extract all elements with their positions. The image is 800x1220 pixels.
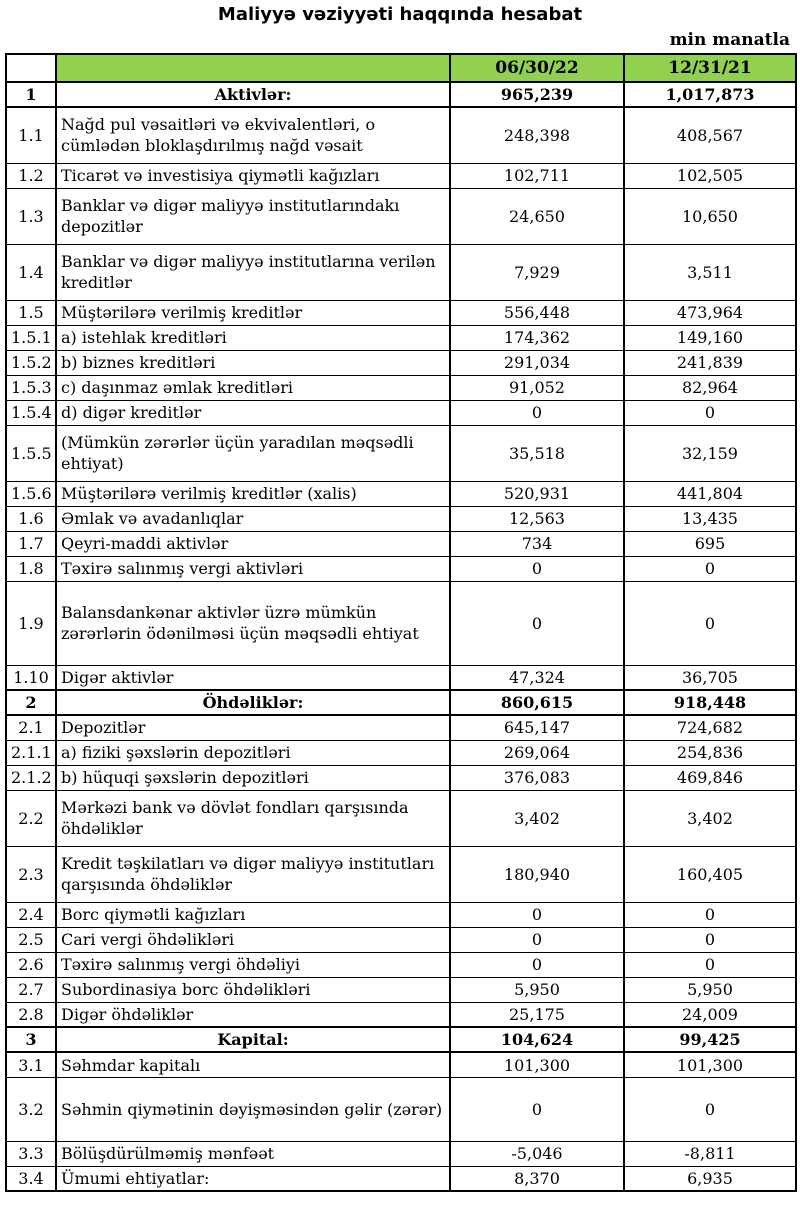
row-label: Səhmdar kapitalı — [56, 1052, 450, 1077]
table-row — [6, 107, 796, 163]
row-number: 3.1 — [6, 1052, 56, 1077]
row-number: 1.7 — [6, 531, 56, 556]
table-row — [6, 1052, 796, 1077]
value-12-31-21: 469,846 — [624, 765, 796, 790]
row-number: 1.5.6 — [6, 481, 56, 506]
section-header-row — [6, 1027, 796, 1052]
row-label: Səhmin qiymətinin dəyişməsindən gəlir (zərər) — [56, 1077, 450, 1141]
table-row — [6, 350, 796, 375]
value-12-31-21: 10,650 — [624, 188, 796, 244]
header-cell-blank — [6, 54, 56, 82]
value-06-30-22: 0 — [450, 400, 624, 425]
row-label: Ticarət və investisiya qiymətli kağızları — [56, 163, 450, 188]
value-06-30-22: 291,034 — [450, 350, 624, 375]
value-12-31-21: 241,839 — [624, 350, 796, 375]
row-number: 1.8 — [6, 556, 56, 581]
row-number: 1.1 — [6, 107, 56, 163]
table-row — [6, 790, 796, 846]
header-cell-date-current: 06/30/22 — [450, 54, 624, 82]
row-number: 1.5.5 — [6, 425, 56, 481]
value-12-31-21: 5,950 — [624, 977, 796, 1002]
value-06-30-22: 47,324 — [450, 665, 624, 690]
value-12-31-21: 1,017,873 — [624, 82, 796, 107]
row-number: 3.3 — [6, 1141, 56, 1166]
row-number: 2.1.2 — [6, 765, 56, 790]
table-row — [6, 163, 796, 188]
table-row — [6, 244, 796, 300]
table-row — [6, 1077, 796, 1141]
value-06-30-22: 91,052 — [450, 375, 624, 400]
value-06-30-22: 24,650 — [450, 188, 624, 244]
row-number: 1.4 — [6, 244, 56, 300]
table-row — [6, 715, 796, 740]
table-row — [6, 375, 796, 400]
table-row — [6, 740, 796, 765]
value-06-30-22: 7,929 — [450, 244, 624, 300]
table-row — [6, 556, 796, 581]
value-12-31-21: -8,811 — [624, 1141, 796, 1166]
table-row — [6, 1141, 796, 1166]
value-12-31-21: 0 — [624, 400, 796, 425]
value-12-31-21: 101,300 — [624, 1052, 796, 1077]
value-12-31-21: 408,567 — [624, 107, 796, 163]
value-12-31-21: 0 — [624, 556, 796, 581]
value-06-30-22: 102,711 — [450, 163, 624, 188]
row-number: 2.5 — [6, 927, 56, 952]
table-body — [6, 82, 796, 1191]
row-number: 3.2 — [6, 1077, 56, 1141]
row-number: 2.7 — [6, 977, 56, 1002]
row-label: Kredit təşkilatları və digər maliyyə institutları qarşısında öhdəliklər — [56, 846, 450, 902]
value-12-31-21: 24,009 — [624, 1002, 796, 1027]
row-label: Nağd pul vəsaitləri və ekvivalentləri, o cümlədən bloklaşdırılmış nağd vəsait — [56, 107, 450, 163]
row-number: 1.3 — [6, 188, 56, 244]
table-row — [6, 1002, 796, 1027]
value-06-30-22: 12,563 — [450, 506, 624, 531]
table-row — [6, 977, 796, 1002]
header-cell-date-prior: 12/31/21 — [624, 54, 796, 82]
value-12-31-21: 149,160 — [624, 325, 796, 350]
row-number: 2.4 — [6, 902, 56, 927]
value-06-30-22: 0 — [450, 952, 624, 977]
row-label: Subordinasiya borc öhdəlikləri — [56, 977, 450, 1002]
row-number: 2 — [6, 690, 56, 715]
value-06-30-22: 101,300 — [450, 1052, 624, 1077]
value-06-30-22: 0 — [450, 927, 624, 952]
row-number: 1 — [6, 82, 56, 107]
value-12-31-21: 3,511 — [624, 244, 796, 300]
value-12-31-21: 99,425 — [624, 1027, 796, 1052]
value-06-30-22: 5,950 — [450, 977, 624, 1002]
value-06-30-22: 520,931 — [450, 481, 624, 506]
value-12-31-21: 3,402 — [624, 790, 796, 846]
table-row — [6, 581, 796, 665]
row-label: a) fiziki şəxslərin depozitləri — [56, 740, 450, 765]
row-label: (Mümkün zərərlər üçün yaradılan məqsədli ehtiyat) — [56, 425, 450, 481]
row-label: b) biznes kreditləri — [56, 350, 450, 375]
value-06-30-22: 0 — [450, 1077, 624, 1141]
table-row — [6, 765, 796, 790]
row-number: 1.6 — [6, 506, 56, 531]
row-number: 1.5.4 — [6, 400, 56, 425]
row-label: Öhdəliklər: — [56, 690, 450, 715]
row-label: Əmlak və avadanlıqlar — [56, 506, 450, 531]
row-label: a) istehlak kreditləri — [56, 325, 450, 350]
value-06-30-22: 180,940 — [450, 846, 624, 902]
table-row — [6, 481, 796, 506]
row-label: Digər aktivlər — [56, 665, 450, 690]
value-06-30-22: 860,615 — [450, 690, 624, 715]
row-number: 1.5 — [6, 300, 56, 325]
row-label: Təxirə salınmış vergi öhdəliyi — [56, 952, 450, 977]
table-row — [6, 927, 796, 952]
row-label: Aktivlər: — [56, 82, 450, 107]
header-cell-description — [56, 54, 450, 82]
row-number: 2.3 — [6, 846, 56, 902]
row-number: 2.8 — [6, 1002, 56, 1027]
value-12-31-21: 441,804 — [624, 481, 796, 506]
header-row — [6, 54, 796, 82]
value-06-30-22: 376,083 — [450, 765, 624, 790]
row-number: 1.2 — [6, 163, 56, 188]
value-06-30-22: 645,147 — [450, 715, 624, 740]
value-12-31-21: 254,836 — [624, 740, 796, 765]
unit-note: min manatla — [669, 30, 790, 50]
row-number: 1.10 — [6, 665, 56, 690]
table-row — [6, 952, 796, 977]
value-06-30-22: 35,518 — [450, 425, 624, 481]
row-number: 1.5.3 — [6, 375, 56, 400]
value-12-31-21: 160,405 — [624, 846, 796, 902]
value-12-31-21: 695 — [624, 531, 796, 556]
value-12-31-21: 918,448 — [624, 690, 796, 715]
table-row — [6, 665, 796, 690]
row-label: Bölüşdürülməmiş mənfəət — [56, 1141, 450, 1166]
value-06-30-22: 8,370 — [450, 1166, 624, 1191]
row-label: Cari vergi öhdəlikləri — [56, 927, 450, 952]
value-12-31-21: 6,935 — [624, 1166, 796, 1191]
value-06-30-22: 25,175 — [450, 1002, 624, 1027]
value-06-30-22: 965,239 — [450, 82, 624, 107]
value-12-31-21: 473,964 — [624, 300, 796, 325]
value-12-31-21: 0 — [624, 927, 796, 952]
row-number: 3.4 — [6, 1166, 56, 1191]
value-06-30-22: 3,402 — [450, 790, 624, 846]
table-row — [6, 400, 796, 425]
table-row — [6, 300, 796, 325]
row-number: 1.9 — [6, 581, 56, 665]
value-12-31-21: 36,705 — [624, 665, 796, 690]
value-06-30-22: 248,398 — [450, 107, 624, 163]
value-06-30-22: 0 — [450, 581, 624, 665]
table-row — [6, 188, 796, 244]
row-number: 1.5.2 — [6, 350, 56, 375]
value-06-30-22: 0 — [450, 902, 624, 927]
row-label: Müştərilərə verilmiş kreditlər (xalis) — [56, 481, 450, 506]
financial-position-table — [5, 53, 797, 1192]
value-12-31-21: 32,159 — [624, 425, 796, 481]
value-06-30-22: 174,362 — [450, 325, 624, 350]
table-row — [6, 846, 796, 902]
row-number: 2.1.1 — [6, 740, 56, 765]
row-label: Banklar və digər maliyyə institutlarına verilən kreditlər — [56, 244, 450, 300]
row-number: 1.5.1 — [6, 325, 56, 350]
value-06-30-22: 734 — [450, 531, 624, 556]
row-label: Qeyri-maddi aktivlər — [56, 531, 450, 556]
value-12-31-21: 82,964 — [624, 375, 796, 400]
row-label: Müştərilərə verilmiş kreditlər — [56, 300, 450, 325]
value-12-31-21: 724,682 — [624, 715, 796, 740]
table-row — [6, 425, 796, 481]
value-06-30-22: -5,046 — [450, 1141, 624, 1166]
table-row — [6, 1166, 796, 1191]
row-label: d) digər kreditlər — [56, 400, 450, 425]
row-label: Kapital: — [56, 1027, 450, 1052]
table-row — [6, 902, 796, 927]
value-06-30-22: 269,064 — [450, 740, 624, 765]
table-row — [6, 506, 796, 531]
table-row — [6, 325, 796, 350]
row-label: Ümumi ehtiyatlar: — [56, 1166, 450, 1191]
row-label: c) daşınmaz əmlak kreditləri — [56, 375, 450, 400]
row-label: Balansdankənar aktivlər üzrə mümkün zərərlərin ödənilməsi üçün məqsədli ehtiyat — [56, 581, 450, 665]
value-06-30-22: 104,624 — [450, 1027, 624, 1052]
row-label: b) hüquqi şəxslərin depozitləri — [56, 765, 450, 790]
row-label: Mərkəzi bank və dövlət fondları qarşısında öhdəliklər — [56, 790, 450, 846]
row-number: 2.2 — [6, 790, 56, 846]
row-label: Digər öhdəliklər — [56, 1002, 450, 1027]
section-header-row — [6, 82, 796, 107]
table-row — [6, 531, 796, 556]
section-header-row — [6, 690, 796, 715]
row-number: 2.6 — [6, 952, 56, 977]
value-12-31-21: 0 — [624, 952, 796, 977]
value-12-31-21: 13,435 — [624, 506, 796, 531]
row-label: Təxirə salınmış vergi aktivləri — [56, 556, 450, 581]
value-12-31-21: 102,505 — [624, 163, 796, 188]
page-title: Maliyyə vəziyyəti haqqında hesabat — [217, 4, 583, 25]
value-12-31-21: 0 — [624, 581, 796, 665]
row-number: 3 — [6, 1027, 56, 1052]
row-label: Banklar və digər maliyyə institutlarındakı depozitlər — [56, 188, 450, 244]
value-12-31-21: 0 — [624, 902, 796, 927]
value-06-30-22: 0 — [450, 556, 624, 581]
row-label: Depozitlər — [56, 715, 450, 740]
row-label: Borc qiymətli kağızları — [56, 902, 450, 927]
value-12-31-21: 0 — [624, 1077, 796, 1141]
value-06-30-22: 556,448 — [450, 300, 624, 325]
row-number: 2.1 — [6, 715, 56, 740]
